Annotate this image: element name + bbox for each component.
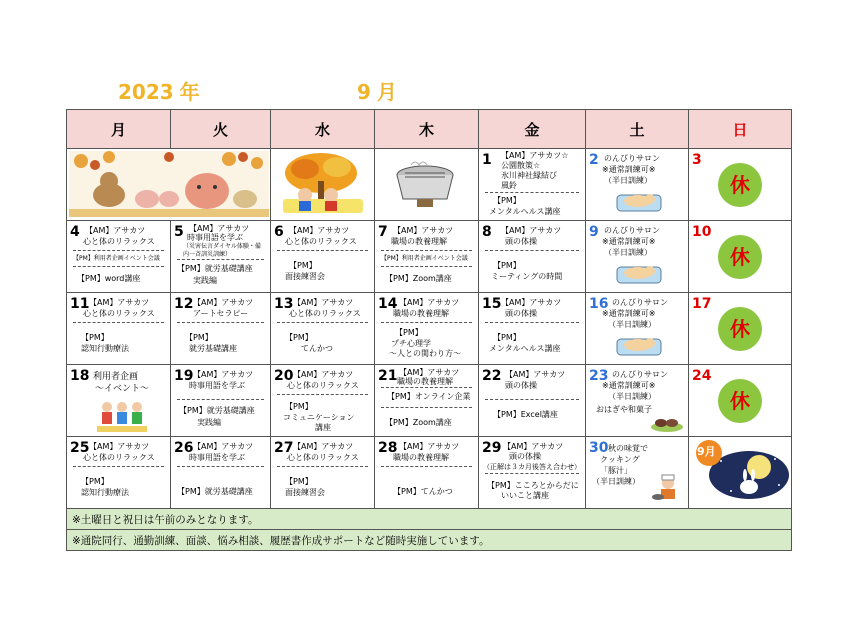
activity-note: （半日訓練） (604, 248, 652, 257)
am-detail: 心と体のリラックス (289, 309, 361, 318)
divider (277, 322, 368, 323)
divider (277, 466, 368, 467)
week-row-5 (67, 437, 792, 509)
divider (73, 322, 164, 323)
day-number: 16 (589, 296, 609, 312)
pm-activity: 【PM】オンライン企業 (387, 392, 471, 401)
charcoal-grill-illustration (393, 155, 457, 213)
relaxing-cat-illustration (616, 333, 662, 357)
am-activity: 【AM】アサカツ (505, 370, 566, 379)
am-activity: 【AM】アサカツ (293, 370, 354, 379)
pm-activity: 認知行動療法 (81, 344, 129, 353)
children-playing-illustration (97, 399, 147, 433)
day-cell-18 (67, 365, 171, 437)
day-cell-6 (271, 221, 375, 293)
pm-label: 【PM】 (493, 261, 521, 270)
day-number: 29 (482, 440, 502, 456)
event-subtitle: ～イベント～ (95, 384, 150, 394)
activity-detail: クッキング (600, 455, 640, 464)
activity-note: （半日訓練） (592, 477, 640, 486)
am-detail: 時事用語を学ぶ (187, 233, 243, 242)
day-cell-17 (689, 293, 792, 365)
divider (177, 399, 264, 400)
pm-activity: 【PM】就労基礎講座 (177, 487, 253, 496)
autumn-animals-illustration (69, 151, 269, 217)
day-number: 7 (378, 224, 388, 240)
day-number: 1 (482, 152, 492, 168)
am-detail: 心と体のリラックス (83, 453, 155, 462)
pm-activity: 面接練習会 (285, 488, 325, 497)
pm-activity: メンタルヘルス講座 (489, 344, 561, 353)
activity-detail: おはぎや和菓子 (596, 405, 652, 414)
activity-note: ※通常訓練可※ (602, 381, 656, 390)
am-detail: 時事用語を学ぶ (189, 453, 245, 462)
pm-activity: コミュニケーション (283, 413, 355, 422)
day-number: 13 (274, 296, 294, 312)
activity-title: のんびりサロン (612, 298, 668, 307)
pm-activity: てんかつ (301, 344, 333, 353)
divider (381, 387, 472, 388)
am-detail: 風鈴 (501, 181, 517, 190)
divider (485, 322, 579, 323)
closed-day-badge: 休 (718, 163, 762, 207)
day-number: 6 (274, 224, 284, 240)
closed-day-badge: 休 (718, 235, 762, 279)
activity-note: （半日訓練） (608, 320, 656, 329)
day-number: 26 (174, 440, 194, 456)
pm-activity: メンタルヘルス講座 (489, 207, 561, 216)
divider (73, 266, 164, 267)
pm-label: 【PM】 (285, 333, 313, 342)
pm-label: 【PM】 (185, 333, 213, 342)
day-number: 3 (692, 152, 702, 168)
am-detail: 内一斉訓災訓練） (183, 251, 232, 258)
event-title: 利用者企画 (93, 372, 139, 382)
day-number: 15 (482, 296, 502, 312)
pm-activity: 【PM】Zoom講座 (385, 274, 452, 283)
pm-activity: 【PM】利用者企画イベント会議 (73, 255, 160, 262)
divider (381, 250, 472, 251)
day-cell-22 (479, 365, 586, 437)
weekday-fri: 金 (479, 110, 586, 149)
day-cell-30 (586, 437, 689, 509)
day-cell-27 (271, 437, 375, 509)
divider (381, 266, 472, 267)
day-number: 2 (589, 152, 599, 168)
day-cell-19 (171, 365, 271, 437)
month-badge: 9月 (697, 445, 716, 458)
am-detail: 氷川神社縁結び (501, 171, 557, 180)
am-detail: 心と体のリラックス (287, 453, 359, 462)
day-cell-26 (171, 437, 271, 509)
day-number: 20 (274, 368, 294, 384)
weekday-mon: 月 (67, 110, 171, 149)
day-cell-29 (479, 437, 586, 509)
activity-title: のんびりサロン (612, 370, 668, 379)
am-activity: 【AM】アサカツ (189, 224, 250, 233)
pm-label: 【PM】 (81, 333, 109, 342)
day-number: 4 (70, 224, 80, 240)
day-number: 19 (174, 368, 194, 384)
activity-note: ※通常訓練可※ (602, 237, 656, 246)
autumn-festival-cell (271, 149, 375, 221)
autumn-illustration-cell (67, 149, 271, 221)
pm-detail: ～人との関わり方～ (389, 349, 461, 358)
day-cell-13 (271, 293, 375, 365)
pm-activity: プチ心理学 (391, 339, 431, 348)
am-detail: 職場の教養理解 (391, 237, 447, 246)
pm-activity: 【PM】就労基礎講座 (179, 406, 255, 415)
pm-label: 【PM】 (81, 477, 109, 486)
weekday-header-row (67, 110, 792, 149)
am-detail: 頭の体操 (505, 237, 537, 246)
week-row-3 (67, 293, 792, 365)
activity-note: ※通常訓練可※ (602, 309, 656, 318)
am-detail: 職場の教養理解 (397, 377, 453, 386)
day-number: 22 (482, 368, 502, 384)
am-detail: 頭の体操 (505, 381, 537, 390)
day-number: 10 (692, 224, 712, 240)
am-activity: 【AM】アサカツ (503, 442, 564, 451)
divider (277, 394, 368, 395)
am-activity: 【AM】アサカツ (89, 442, 150, 451)
day-cell-5 (171, 221, 271, 293)
pm-activity: 【PM】てんかつ (393, 487, 453, 496)
am-detail: （災害伝言ダイヤル体験・備 (183, 243, 261, 250)
am-detail: 職場の教養理解 (393, 453, 449, 462)
day-cell-4 (67, 221, 171, 293)
calendar-table (66, 109, 792, 551)
divider (485, 250, 579, 251)
divider (277, 250, 368, 251)
day-number: 12 (174, 296, 194, 312)
grill-illustration-cell (375, 149, 479, 221)
pm-detail: 講座 (315, 423, 331, 432)
day-cell-15 (479, 293, 586, 365)
day-number: 23 (589, 368, 609, 384)
divider (485, 192, 579, 193)
footnote-services: ※通院同行、通勤訓練、面談、悩み相談、履歴書作成サポートなど随時実施しています。 (67, 530, 792, 551)
day-number: 9 (589, 224, 599, 240)
day-cell-1 (479, 149, 586, 221)
day-cell-12 (171, 293, 271, 365)
am-detail: 心と体のリラックス (83, 309, 155, 318)
weekday-tue: 火 (171, 110, 271, 149)
calendar-year: 2023 年 (118, 80, 200, 104)
am-detail: 公園散策☆ (501, 161, 541, 170)
note-row-2 (67, 530, 792, 551)
pm-activity: 【PM】就労基礎講座 (177, 264, 253, 273)
pm-activity: 【PM】Excel講座 (493, 410, 558, 419)
pm-label: 【PM】 (285, 477, 313, 486)
pm-label: 【PM】 (289, 261, 317, 270)
divider (381, 322, 472, 323)
day-number: 18 (70, 368, 90, 384)
day-cell-23 (586, 365, 689, 437)
activity-note: （半日訓練） (604, 176, 652, 185)
day-cell-10 (689, 221, 792, 293)
divider (381, 466, 472, 467)
day-cell-3 (689, 149, 792, 221)
day-number: 30 (589, 440, 609, 456)
am-activity: 【AM】アサカツ (85, 226, 146, 235)
day-cell-11 (67, 293, 171, 365)
day-cell-21 (375, 365, 479, 437)
note-row-1 (67, 509, 792, 530)
day-cell-7 (375, 221, 479, 293)
am-activity: 【AM】アサカツ (293, 298, 354, 307)
pm-detail: いいこと講座 (501, 491, 549, 500)
day-number: 25 (70, 440, 90, 456)
pm-detail: 実践編 (193, 276, 217, 285)
day-number: 17 (692, 296, 712, 312)
divider (73, 250, 164, 251)
weekday-sun: 日 (689, 110, 792, 149)
activity-detail: 「豚汁」 (600, 466, 632, 475)
pm-activity: 面接練習会 (285, 272, 325, 281)
autumn-tree-illustration (275, 151, 371, 217)
pm-activity: 就労基礎講座 (189, 344, 237, 353)
pm-activity: 認知行動療法 (81, 488, 129, 497)
am-detail: 心と体のリラックス (83, 237, 155, 246)
relaxing-cat-illustration (616, 261, 662, 285)
day-number: 28 (378, 440, 398, 456)
day-number: 5 (174, 224, 184, 240)
closed-day-badge: 休 (718, 307, 762, 351)
weekday-wed: 水 (271, 110, 375, 149)
day-number: 8 (482, 224, 492, 240)
am-detail: 頭の体操 (509, 452, 541, 461)
pm-activity: 【PM】こころとからだに (487, 481, 579, 490)
am-activity: 【AM】アサカツ (193, 370, 254, 379)
pm-activity: 【PM】word講座 (77, 274, 141, 283)
day-number: 14 (378, 296, 398, 312)
pm-activity: 【PM】利用者企画イベント会議 (381, 255, 468, 262)
cooking-chef-illustration (652, 473, 684, 503)
divider (485, 473, 579, 474)
am-activity: 【AM】アサカツ (193, 442, 254, 451)
divider (485, 399, 579, 400)
am-activity: 【AM】アサカツ (89, 298, 150, 307)
september-moon-cell (689, 437, 792, 509)
am-activity: 【AM】アサカツ (501, 298, 562, 307)
day-cell-8 (479, 221, 586, 293)
relaxing-cat-illustration (616, 189, 662, 213)
footnote-saturday: ※土曜日と祝日は午前のみとなります。 (67, 509, 792, 530)
am-activity: 【AM】アサカツ (399, 298, 460, 307)
am-note: （正解は３カ月後答え合わせ） (483, 463, 581, 471)
day-cell-2 (586, 149, 689, 221)
day-number: 21 (378, 368, 398, 384)
day-number: 27 (274, 440, 294, 456)
am-activity: 【AM】アサカツ (399, 442, 460, 451)
pm-label: 【PM】 (285, 402, 313, 411)
am-activity: 【AM】アサカツ (289, 226, 350, 235)
day-cell-24 (689, 365, 792, 437)
day-number: 24 (692, 368, 712, 384)
am-activity: 【AM】アサカツ☆ (501, 151, 569, 160)
day-cell-9 (586, 221, 689, 293)
divider (73, 466, 164, 467)
divider (177, 259, 264, 260)
day-number: 11 (70, 296, 90, 312)
week-row-2 (67, 221, 792, 293)
day-cell-25 (67, 437, 171, 509)
am-detail: アートセラピー (193, 309, 249, 318)
am-activity: 【AM】アサカツ (501, 226, 562, 235)
pm-label: 【PM】 (493, 196, 521, 205)
pm-activity: 【PM】Zoom講座 (385, 418, 452, 427)
activity-note: ※通常訓練可※ (602, 165, 656, 174)
day-cell-20 (271, 365, 375, 437)
am-detail: 職場の教養理解 (393, 309, 449, 318)
calendar-month: 9 月 (357, 80, 397, 104)
am-activity: 【AM】アサカツ (393, 226, 454, 235)
weekday-sat: 土 (586, 110, 689, 149)
activity-note: （半日訓練） (608, 392, 656, 401)
day-cell-28 (375, 437, 479, 509)
am-detail: 時事用語を学ぶ (189, 381, 245, 390)
am-activity: 【AM】アサカツ (193, 298, 254, 307)
pm-activity: ミーティングの時間 (491, 272, 563, 281)
pm-label: 【PM】 (493, 333, 521, 342)
pm-label: 【PM】 (395, 328, 423, 337)
week-row-4 (67, 365, 792, 437)
week-row-1 (67, 149, 792, 221)
closed-day-badge: 休 (718, 379, 762, 423)
wagashi-plate-illustration (650, 415, 684, 433)
am-detail: 頭の体操 (505, 309, 537, 318)
am-activity: 【AM】アサカツ (399, 368, 460, 377)
divider (381, 407, 472, 408)
am-activity: 【AM】アサカツ (293, 442, 354, 451)
divider (177, 466, 264, 467)
activity-title: のんびりサロン (604, 154, 660, 163)
weekday-thu: 木 (375, 110, 479, 149)
day-cell-16 (586, 293, 689, 365)
activity-title: 秋の味覚で (608, 444, 648, 453)
activity-title: のんびりサロン (604, 226, 660, 235)
pm-detail: 実践編 (197, 418, 221, 427)
am-detail: 心と体のリラックス (287, 381, 359, 390)
am-detail: 心と体のリラックス (285, 237, 357, 246)
day-cell-14 (375, 293, 479, 365)
divider (177, 322, 264, 323)
